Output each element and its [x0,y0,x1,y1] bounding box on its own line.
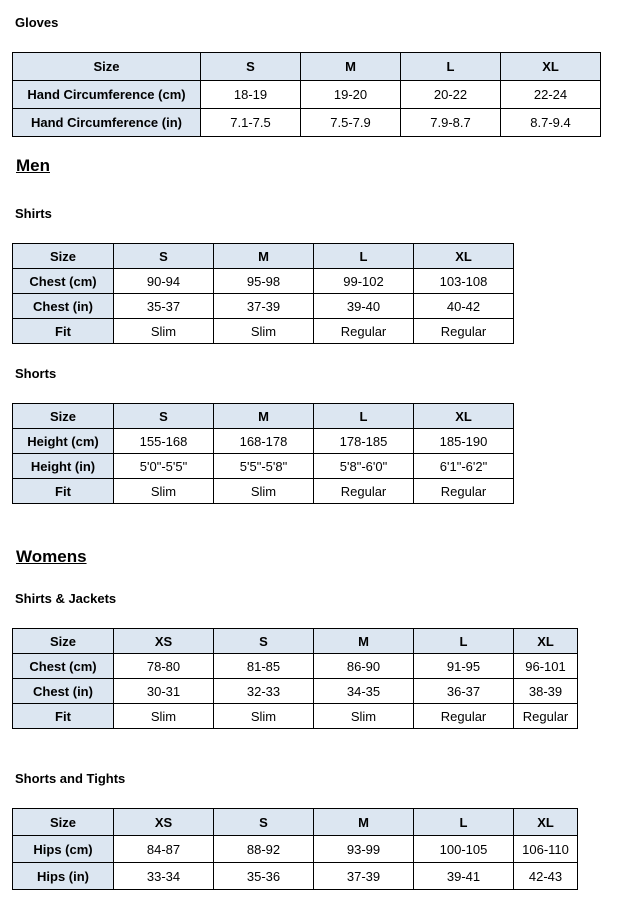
size-header-cell: XL [514,629,578,654]
table-row [13,836,578,863]
size-header-cell: L [414,809,514,836]
men-shirts-size-table [12,243,514,344]
table-row [13,454,514,479]
size-header-cell: L [314,404,414,429]
row-header-cell: Hand Circumference (in) [13,109,201,137]
womens-heading: Womens [16,547,87,566]
header-row [13,629,578,654]
row-header-cell: Hand Circumference (cm) [13,81,201,109]
value-cell: 7.9-8.7 [401,109,501,137]
gloves-size-table [12,52,601,137]
value-cell: 20-22 [401,81,501,109]
table-row [13,654,578,679]
value-cell: 32-33 [214,679,314,704]
row-header-cell: Height (cm) [13,429,114,454]
value-cell: 95-98 [214,269,314,294]
table-row [13,109,601,137]
value-cell: 40-42 [414,294,514,319]
size-header-cell: L [314,244,414,269]
size-header-cell: XS [114,629,214,654]
row-header-cell: Chest (in) [13,679,114,704]
table-row [13,294,514,319]
size-header-cell: S [214,629,314,654]
row-header-cell: Height (in) [13,454,114,479]
size-header-cell: XL [414,244,514,269]
value-cell: 37-39 [214,294,314,319]
table-row [13,319,514,344]
value-cell: 99-102 [314,269,414,294]
size-header-cell: M [314,629,414,654]
value-cell: 34-35 [314,679,414,704]
value-cell: 39-40 [314,294,414,319]
value-cell: Regular [314,479,414,504]
value-cell: 38-39 [514,679,578,704]
size-header-cell: L [414,629,514,654]
size-column-header: Size [13,404,114,429]
header-row [13,809,578,836]
value-cell: 37-39 [314,863,414,890]
table-row [13,81,601,109]
header-row [13,404,514,429]
womens-shirts-jackets-label: Shirts & Jackets [15,591,117,606]
size-header-cell: XS [114,809,214,836]
size-header-cell: M [301,53,401,81]
size-header-cell: M [214,244,314,269]
row-header-cell: Fit [13,479,114,504]
row-header-cell: Hips (cm) [13,836,114,863]
value-cell: Regular [414,319,514,344]
value-cell: 7.5-7.9 [301,109,401,137]
size-column-header: Size [13,809,114,836]
value-cell: 84-87 [114,836,214,863]
value-cell: 185-190 [414,429,514,454]
size-header-cell: S [201,53,301,81]
value-cell: 86-90 [314,654,414,679]
size-header-cell: M [214,404,314,429]
value-cell: 39-41 [414,863,514,890]
value-cell: 88-92 [214,836,314,863]
value-cell: 5'5"-5'8" [214,454,314,479]
row-header-cell: Hips (in) [13,863,114,890]
value-cell: Regular [514,704,578,729]
value-cell: Slim [314,704,414,729]
table-row [13,479,514,504]
value-cell: Slim [114,704,214,729]
value-cell: Regular [314,319,414,344]
value-cell: Slim [214,479,314,504]
table-row [13,679,578,704]
value-cell: Slim [214,704,314,729]
value-cell: 106-110 [514,836,578,863]
value-cell: Regular [414,704,514,729]
header-row [13,244,514,269]
value-cell: 5'0"-5'5" [114,454,214,479]
table-row [13,269,514,294]
value-cell: 42-43 [514,863,578,890]
size-column-header: Size [13,629,114,654]
row-header-cell: Fit [13,319,114,344]
size-header-cell: XL [514,809,578,836]
men-heading: Men [16,156,50,175]
value-cell: 96-101 [514,654,578,679]
value-cell: 5'8"-6'0" [314,454,414,479]
value-cell: 103-108 [414,269,514,294]
value-cell: 30-31 [114,679,214,704]
men-shorts-label: Shorts [15,366,57,381]
value-cell: 78-80 [114,654,214,679]
value-cell: 6'1"-6'2" [414,454,514,479]
size-header-cell: XL [501,53,601,81]
value-cell: 18-19 [201,81,301,109]
value-cell: 91-95 [414,654,514,679]
value-cell: Slim [114,319,214,344]
value-cell: 168-178 [214,429,314,454]
value-cell: 178-185 [314,429,414,454]
gloves-label: Gloves [15,15,59,30]
table-row [13,863,578,890]
size-header-cell: XL [414,404,514,429]
value-cell: Slim [114,479,214,504]
womens-shirts-jackets-size-table [12,628,578,729]
value-cell: 36-37 [414,679,514,704]
table-row [13,704,578,729]
size-header-cell: S [114,404,214,429]
size-header-cell: S [114,244,214,269]
table-row [13,429,514,454]
value-cell: 35-36 [214,863,314,890]
size-column-header: Size [13,244,114,269]
value-cell: 155-168 [114,429,214,454]
men-shirts-label: Shirts [15,206,52,221]
value-cell: 7.1-7.5 [201,109,301,137]
row-header-cell: Chest (in) [13,294,114,319]
value-cell: 22-24 [501,81,601,109]
men-shorts-size-table [12,403,514,504]
value-cell: 90-94 [114,269,214,294]
value-cell: 35-37 [114,294,214,319]
value-cell: 100-105 [414,836,514,863]
size-header-cell: M [314,809,414,836]
womens-shorts-tights-label: Shorts and Tights [15,771,126,786]
size-header-cell: L [401,53,501,81]
value-cell: 8.7-9.4 [501,109,601,137]
row-header-cell: Fit [13,704,114,729]
row-header-cell: Chest (cm) [13,654,114,679]
value-cell: 33-34 [114,863,214,890]
value-cell: Regular [414,479,514,504]
row-header-cell: Chest (cm) [13,269,114,294]
value-cell: 93-99 [314,836,414,863]
value-cell: 81-85 [214,654,314,679]
size-header-cell: S [214,809,314,836]
womens-shorts-tights-size-table [12,808,578,890]
value-cell: Slim [214,319,314,344]
header-row [13,53,601,81]
value-cell: 19-20 [301,81,401,109]
size-column-header: Size [13,53,201,81]
